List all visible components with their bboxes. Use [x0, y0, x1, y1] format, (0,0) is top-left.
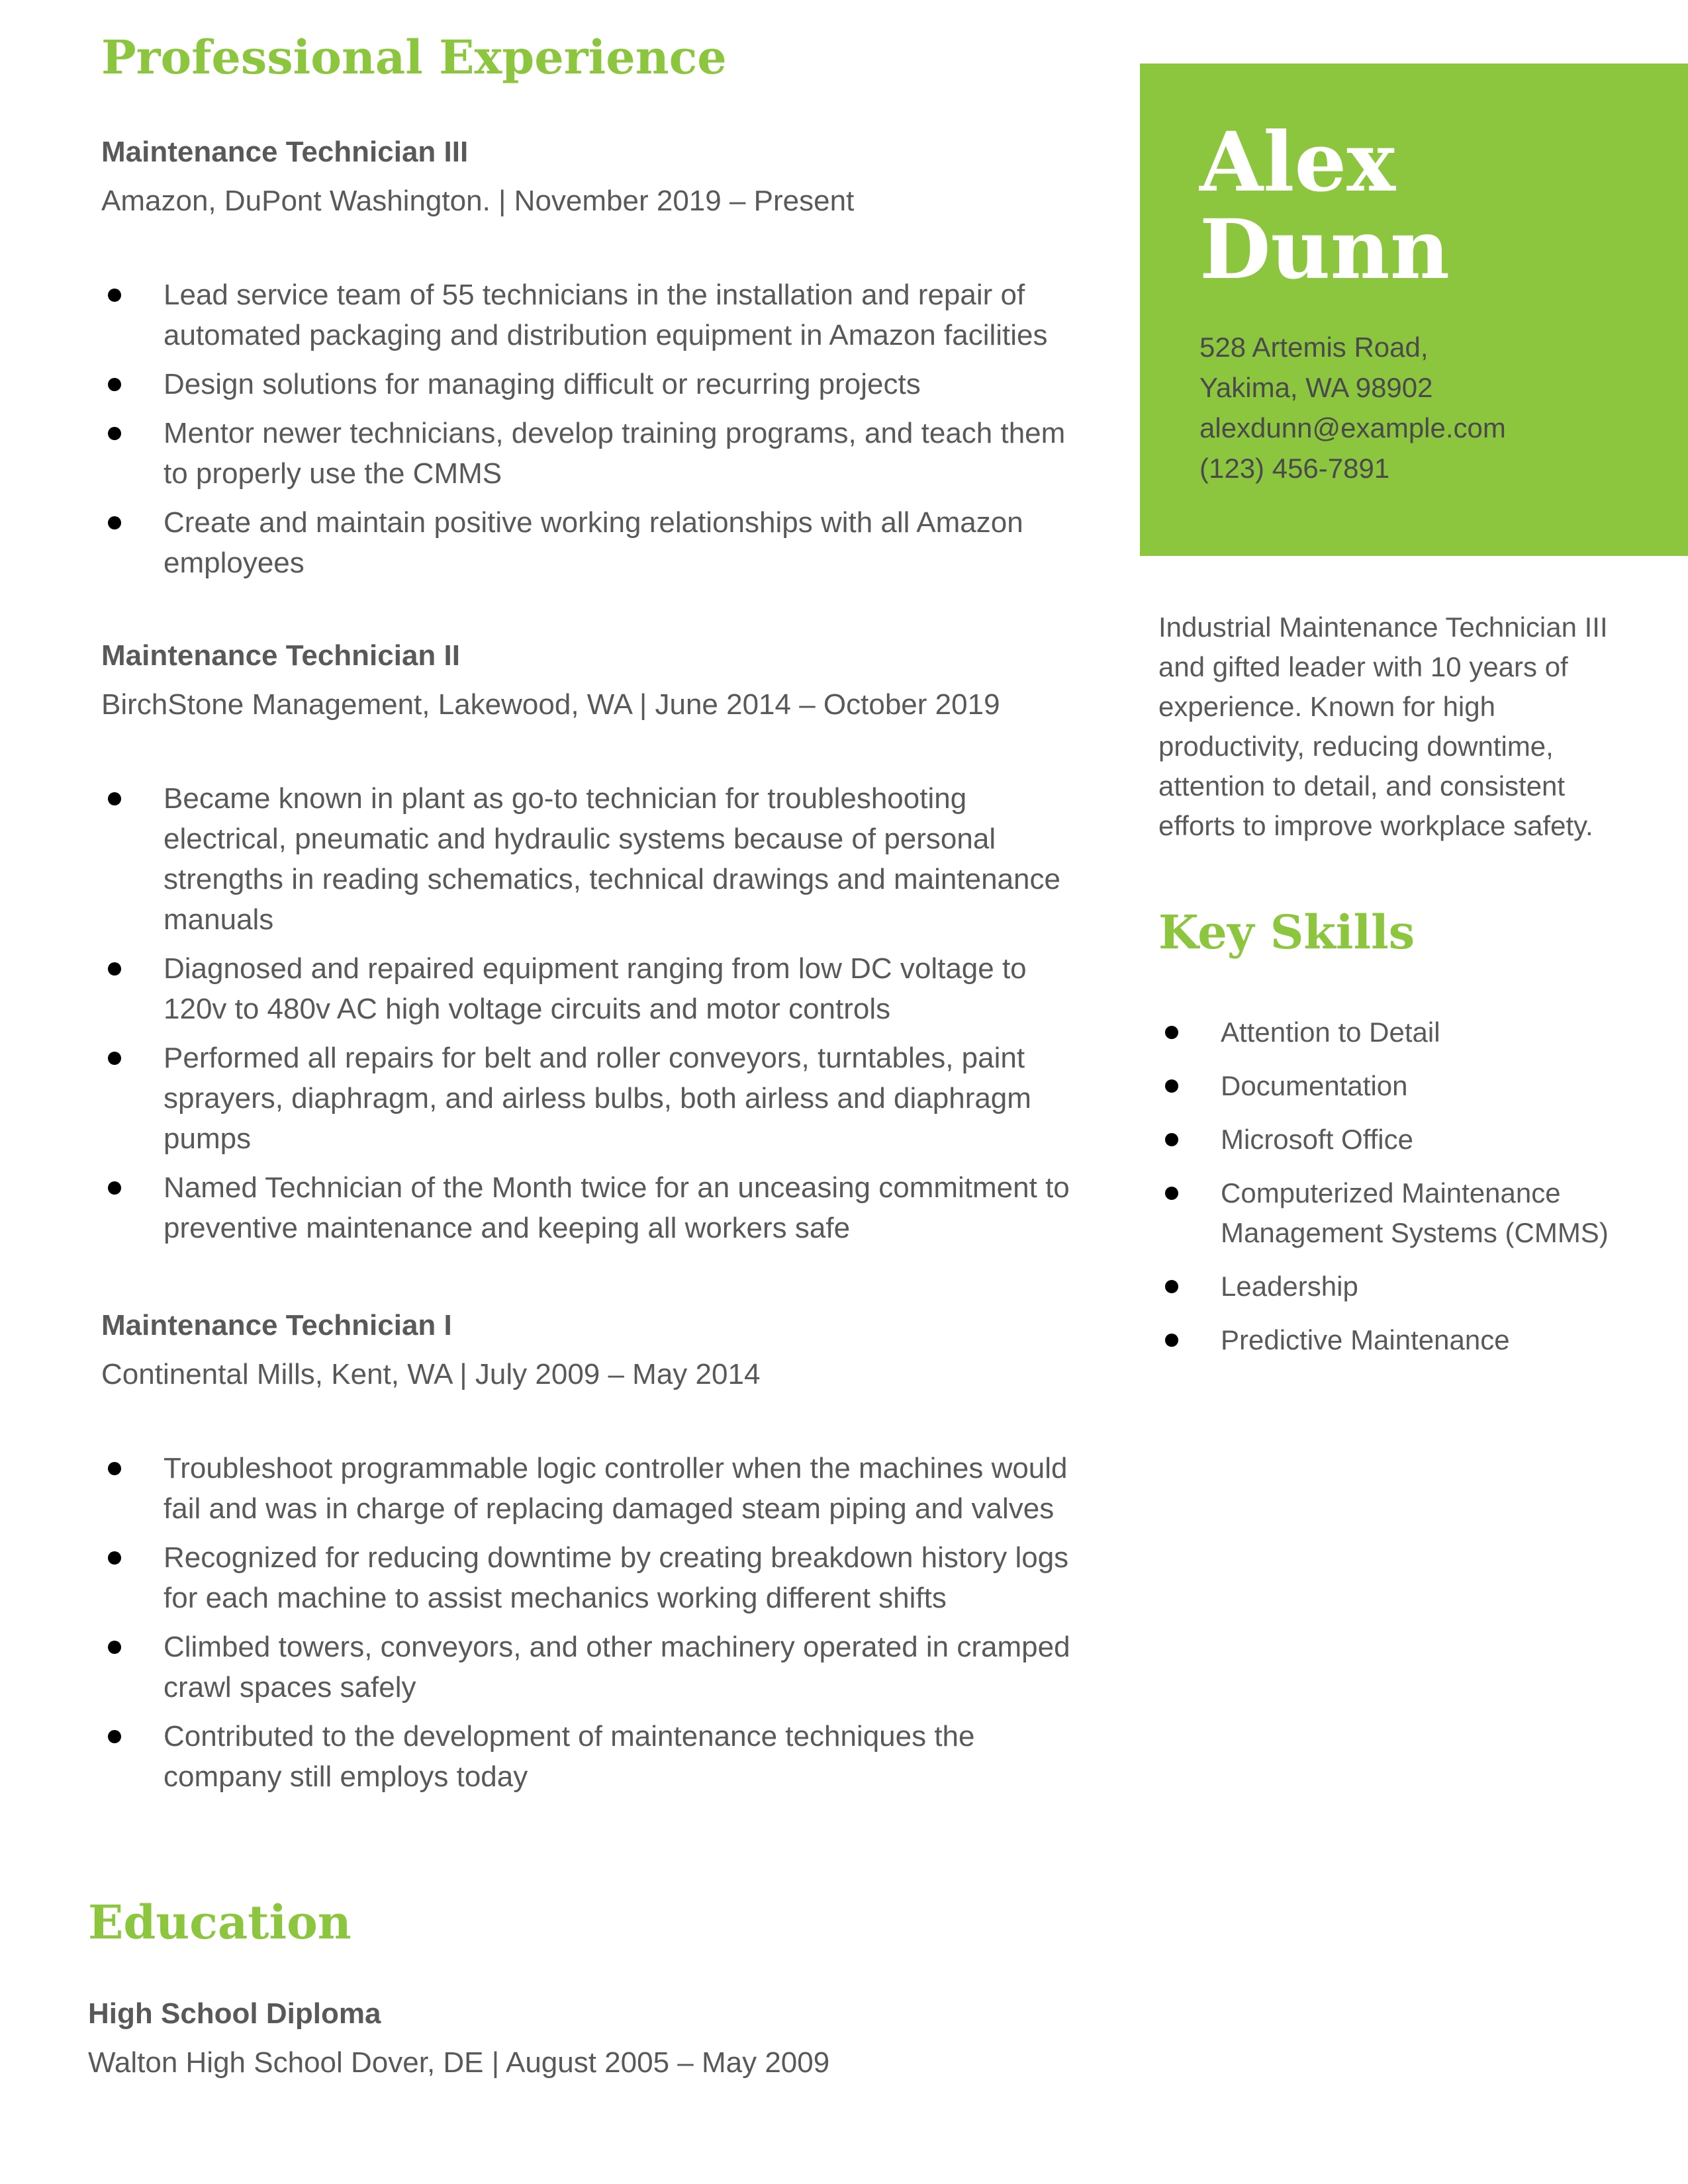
bullet-item: Lead service team of 55 technicians in the installation and repair of automated packaging and distribution equipment in Amazon facilities [101, 275, 1081, 355]
name-header-block [1140, 64, 1688, 556]
job-bullets [101, 778, 1081, 1248]
address-line-1: 528 Artemis Road, [1199, 332, 1429, 363]
school-meta: Walton High School Dover, DE | August 2005 – May 2009 [88, 2046, 830, 2079]
bullet-item: Performed all repairs for belt and roller conveyors, turntables, paint sprayers, diaphragm, and airless bulbs, both airless and diaphragm pumps [101, 1038, 1081, 1159]
education-heading: Education [88, 1895, 352, 1950]
job-bullets [101, 1448, 1081, 1797]
job-meta: BirchStone Management, Lakewood, WA | June 2014 – October 2019 [101, 688, 1000, 721]
bullet-item: Design solutions for managing difficult or recurring projects [101, 364, 1081, 404]
first-name: Alex [1199, 114, 1396, 210]
skill-item: Leadership [1158, 1267, 1662, 1306]
bullet-item: Diagnosed and repaired equipment ranging from low DC voltage to 120v to 480v AC high voltage circuits and motor controls [101, 948, 1081, 1029]
job-title: Maintenance Technician III [101, 136, 469, 168]
bullet-item: Recognized for reducing downtime by creating breakdown history logs for each machine to assist mechanics working different shifts [101, 1537, 1081, 1618]
bullet-item: Troubleshoot programmable logic controller when the machines would fail and was in charge of replacing damaged steam piping and valves [101, 1448, 1081, 1529]
job-entry [101, 1308, 1081, 1805]
job-title: Maintenance Technician II [101, 639, 460, 672]
bullet-item: Climbed towers, conveyors, and other machinery operated in cramped crawl spaces safely [101, 1627, 1081, 1707]
summary-paragraph: Industrial Maintenance Technician III and gifted leader with 10 years of experience. Known for high productivity, reducing downtime, attention to detail, and consistent efforts to improve workplace safety. [1158, 612, 1608, 841]
skill-item: Microsoft Office [1158, 1120, 1662, 1160]
bullet-item: Create and maintain positive working relationships with all Amazon employees [101, 502, 1081, 583]
phone: (123) 456-7891 [1199, 453, 1390, 484]
job-entry [101, 638, 1081, 1257]
bullet-item: Mentor newer technicians, develop training programs, and teach them to properly use the CMMS [101, 413, 1081, 494]
contact-info [1199, 327, 1506, 488]
job-bullets [101, 275, 1081, 583]
job-title: Maintenance Technician I [101, 1309, 452, 1342]
bullet-item: Named Technician of the Month twice for an unceasing commitment to preventive maintenance and keeping all workers safe [101, 1167, 1081, 1248]
job-meta: Amazon, DuPont Washington. | November 2019 – Present [101, 185, 855, 217]
bullet-item: Became known in plant as go-to technician for troubleshooting electrical, pneumatic and hydraulic systems because of personal strengths in reading schematics, technical drawings and maintenance manuals [101, 778, 1081, 940]
skill-item: Computerized Maintenance Management Systems (CMMS) [1158, 1173, 1662, 1253]
experience-heading: Professional Experience [101, 30, 727, 85]
job-meta: Continental Mills, Kent, WA | July 2009 – May 2014 [101, 1358, 761, 1390]
skill-item: Attention to Detail [1158, 1013, 1662, 1052]
bullet-item: Contributed to the development of maintenance techniques the company still employs today [101, 1716, 1081, 1797]
email[interactable]: alexdunn@example.com [1199, 412, 1506, 443]
skill-item: Documentation [1158, 1066, 1662, 1106]
address-line-2: Yakima, WA 98902 [1199, 372, 1433, 403]
skills-list [1158, 1013, 1662, 1374]
last-name: Dunn [1199, 202, 1450, 298]
skill-item: Predictive Maintenance [1158, 1320, 1662, 1360]
degree: High School Diploma [88, 1997, 381, 2030]
job-entry [101, 134, 1081, 592]
education-entry [88, 1996, 1068, 2081]
skills-heading: Key Skills [1158, 905, 1415, 960]
